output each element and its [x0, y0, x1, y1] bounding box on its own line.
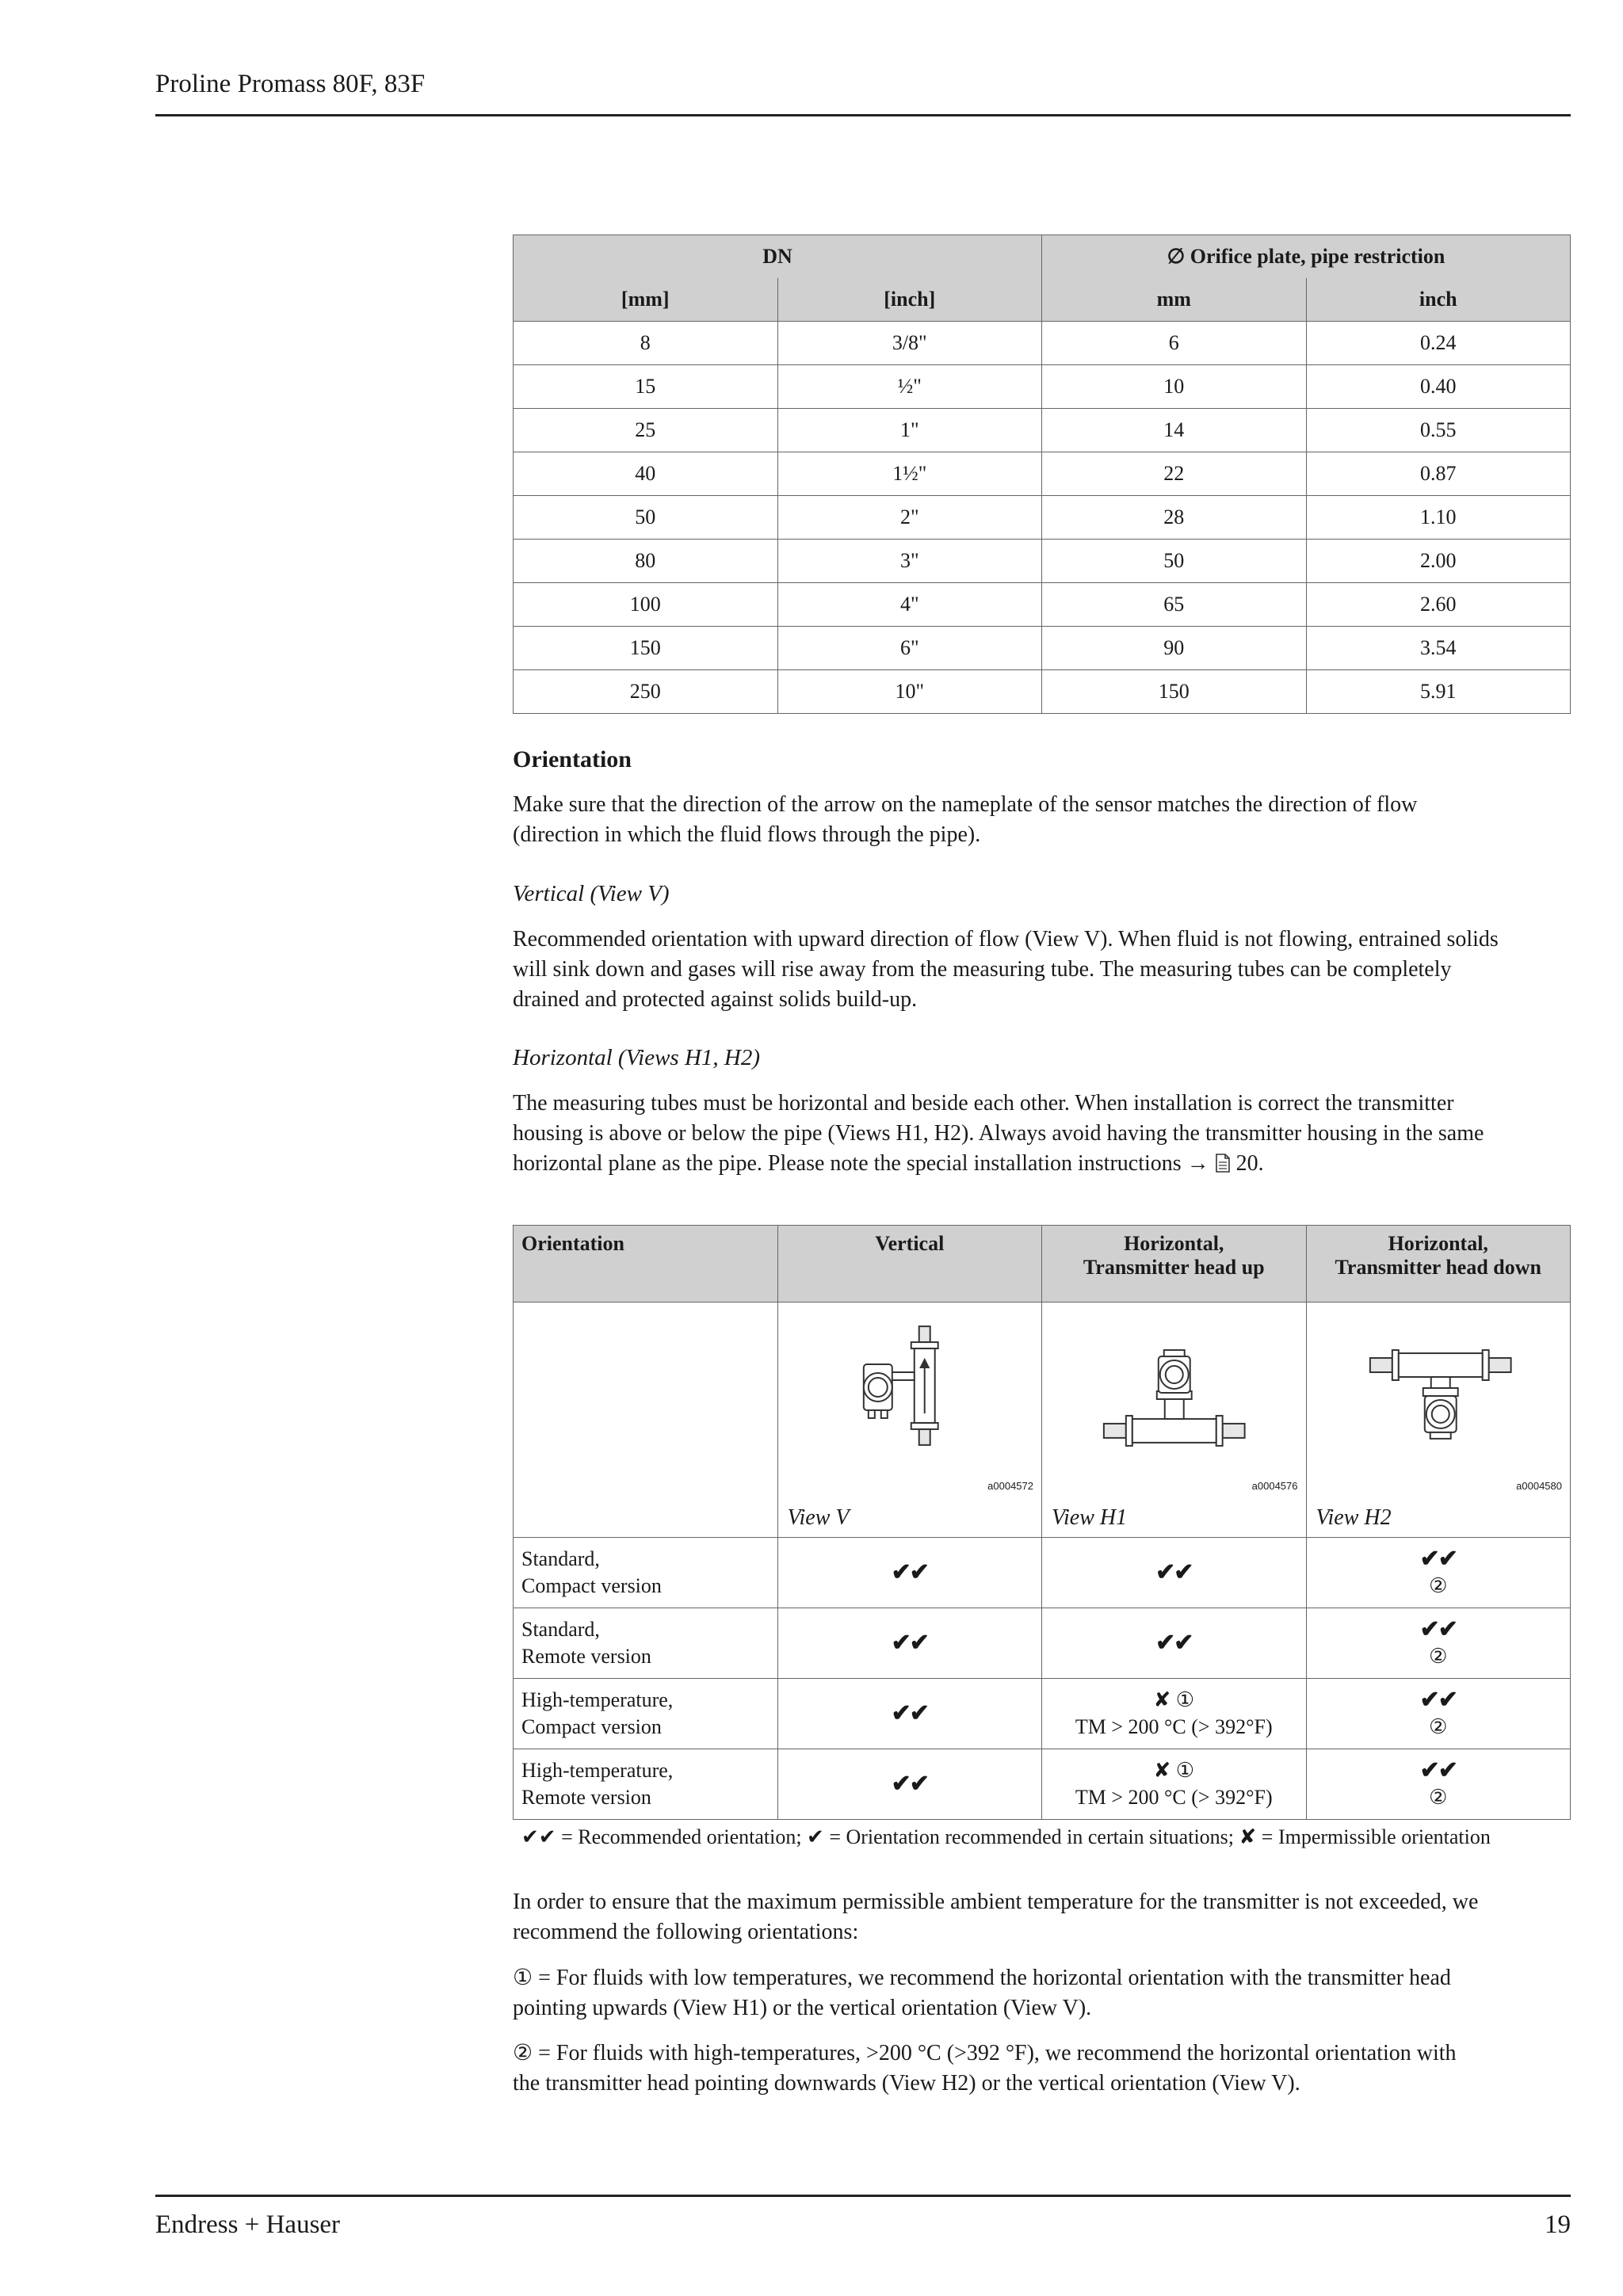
- table-row: [514, 409, 1571, 452]
- row-label: [514, 1749, 778, 1820]
- col-header-head-down: [1306, 1226, 1571, 1302]
- rating-mark: ✔✔: [891, 1700, 928, 1726]
- rating-mark: ✔✔: [1155, 1630, 1193, 1656]
- rating-note: ②: [1429, 1786, 1448, 1809]
- closing-paragraph-3: [513, 2039, 1571, 2099]
- view-label: View V: [787, 1505, 850, 1530]
- page-icon[interactable]: [1215, 1151, 1231, 1176]
- row-label: [514, 1679, 778, 1749]
- text-line: Recommended orientation with upward direction of flow (View V). When fluid is not flowing, entrained solids: [513, 927, 1499, 952]
- col-header-mm: [mm]: [514, 278, 778, 322]
- orifice-group-header: ∅ Orifice plate, pipe restriction: [1042, 235, 1571, 279]
- dn-orifice-table: [513, 235, 1571, 714]
- table-row: [514, 452, 1571, 496]
- table-row: [514, 322, 1571, 365]
- vertical-rating: [777, 1608, 1042, 1679]
- head-down-rating: [1306, 1749, 1571, 1820]
- rating-mark: ✔✔: [891, 1559, 928, 1585]
- rating-note: ②: [1429, 1715, 1448, 1738]
- table-cell: 4": [777, 583, 1042, 627]
- text-line: the transmitter head pointing downwards (View H2) or the vertical orientation (View V).: [513, 2071, 1300, 2096]
- table-row: [514, 540, 1571, 583]
- table-cell: 150: [1042, 670, 1307, 714]
- label-line: Compact version: [521, 1715, 662, 1738]
- text-line: The measuring tubes must be horizontal and beside each other. When installation is correct the transmitter: [513, 1091, 1454, 1116]
- table-cell: 250: [514, 670, 778, 714]
- rating-mark: ✔✔: [1419, 1616, 1457, 1642]
- col-header-inch: [inch]: [777, 278, 1042, 322]
- col-header-orifice-mm: mm: [1042, 278, 1307, 322]
- view-h2-cell: [1306, 1302, 1571, 1538]
- rating-mark: ✘ ①: [1153, 1688, 1195, 1711]
- vertical-rating: [777, 1538, 1042, 1608]
- table-cell: 0.40: [1306, 365, 1571, 409]
- page-number: 19: [1545, 2210, 1571, 2239]
- table-row: [514, 1538, 1571, 1608]
- table-cell: 90: [1042, 627, 1307, 670]
- table-cell: 28: [1042, 496, 1307, 540]
- orientation-table: [513, 1225, 1571, 1820]
- rating-mark: ✘ ①: [1153, 1759, 1195, 1782]
- col-header-orifice-inch: inch: [1306, 278, 1571, 322]
- col-header-orientation: Orientation: [514, 1226, 778, 1302]
- text-line: ① = For fluids with low temperatures, we recommend the horizontal orientation with the transmitter head: [513, 1966, 1451, 1990]
- rating-mark: ✔✔: [891, 1771, 928, 1797]
- text-line: In order to ensure that the maximum permissible ambient temperature for the transmitter is not exceeded, we: [513, 1890, 1479, 1914]
- table-cell: 50: [514, 496, 778, 540]
- label-line: Standard,: [521, 1547, 600, 1570]
- figure-code: a0004576: [1251, 1480, 1298, 1492]
- table-cell: 22: [1042, 452, 1307, 496]
- view-h1-drawing: [1042, 1302, 1306, 1469]
- running-header: Proline Promass 80F, 83F: [155, 70, 426, 98]
- dn-table-body: [514, 322, 1571, 714]
- table-cell: 80: [514, 540, 778, 583]
- rating-mark: ✔✔: [1419, 1757, 1457, 1783]
- head-up-rating: [1042, 1538, 1307, 1608]
- head-down-rating: [1306, 1679, 1571, 1749]
- orientation-table-body: [514, 1538, 1571, 1820]
- header-line: Transmitter head up: [1083, 1256, 1265, 1279]
- table-cell: 2": [777, 496, 1042, 540]
- view-label: View H1: [1052, 1505, 1128, 1530]
- table-cell: 2.60: [1306, 583, 1571, 627]
- label-line: High-temperature,: [521, 1688, 674, 1711]
- label-line: Compact version: [521, 1574, 662, 1597]
- table-cell: 50: [1042, 540, 1307, 583]
- table-cell: 1.10: [1306, 496, 1571, 540]
- table-cell: 10: [1042, 365, 1307, 409]
- table-cell: 0.55: [1306, 409, 1571, 452]
- vertical-rating: [777, 1749, 1042, 1820]
- table-cell: 0.87: [1306, 452, 1571, 496]
- label-line: Remote version: [521, 1645, 651, 1668]
- table-cell: 6: [1042, 322, 1307, 365]
- vertical-paragraph: [513, 925, 1571, 1015]
- table-cell: 14: [1042, 409, 1307, 452]
- view-v-cell: [777, 1302, 1042, 1538]
- label-line: High-temperature,: [521, 1759, 674, 1782]
- table-cell: 15: [514, 365, 778, 409]
- head-down-rating: [1306, 1538, 1571, 1608]
- orientation-legend: ✔✔ = Recommended orientation; ✔ = Orientation recommended in certain situations; ✘ = Impermissible orientation: [521, 1825, 1491, 1848]
- table-cell: ½": [777, 365, 1042, 409]
- text-line: recommend the following orientations:: [513, 1920, 859, 1944]
- table-cell: 3": [777, 540, 1042, 583]
- closing-paragraph-1: [513, 1887, 1571, 1947]
- table-cell: 65: [1042, 583, 1307, 627]
- vertical-rating: [777, 1679, 1042, 1749]
- text-line: drained and protected against solids build-up.: [513, 987, 918, 1012]
- text-line: pointing upwards (View H1) or the vertical orientation (View V).: [513, 1996, 1092, 2020]
- dn-table-wrap: [513, 235, 1571, 714]
- head-up-rating: [1042, 1608, 1307, 1679]
- rating-mark: ✔✔: [1419, 1687, 1457, 1713]
- label-line: Remote version: [521, 1786, 651, 1809]
- figure-code: a0004572: [987, 1480, 1033, 1492]
- table-cell: 10": [777, 670, 1042, 714]
- table-cell: 150: [514, 627, 778, 670]
- rating-mark: ✔✔: [891, 1630, 928, 1656]
- dn-group-header: DN: [514, 235, 1042, 279]
- vertical-heading: Vertical (View V): [513, 881, 670, 906]
- orientation-heading: Orientation: [513, 746, 632, 772]
- rating-mark: ✔✔: [1419, 1546, 1457, 1572]
- orientation-table-wrap: [513, 1225, 1571, 1820]
- rating-note: ②: [1429, 1645, 1448, 1668]
- row-label: [514, 1608, 778, 1679]
- rating-note: ②: [1429, 1574, 1448, 1597]
- page-ref[interactable]: 20.: [1235, 1151, 1264, 1176]
- header-line: Horizontal,: [1388, 1232, 1488, 1255]
- text-line: housing is above or below the pipe (Views H1, H2). Always avoid having the transmitter housing in the same: [513, 1121, 1484, 1146]
- table-cell: 6": [777, 627, 1042, 670]
- view-h1-cell: [1042, 1302, 1307, 1538]
- footer-company: Endress + Hauser: [155, 2210, 341, 2239]
- table-cell: 1": [777, 409, 1042, 452]
- rating-mark: ✔✔: [1155, 1559, 1193, 1585]
- table-row: [514, 627, 1571, 670]
- text-line: Make sure that the direction of the arrow on the nameplate of the sensor matches the direction of flow: [513, 792, 1418, 817]
- figure-code: a0004580: [1516, 1480, 1562, 1492]
- table-cell: 3/8": [777, 322, 1042, 365]
- table-cell: 40: [514, 452, 778, 496]
- text-line: [513, 1149, 1571, 1179]
- view-label: View H2: [1316, 1505, 1392, 1530]
- col-header-head-up: [1042, 1226, 1307, 1302]
- view-h2-drawing: [1307, 1302, 1571, 1469]
- text-segment: horizontal plane as the pipe. Please note the special installation instructions →: [513, 1151, 1215, 1176]
- rating-note: TM > 200 °C (> 392°F): [1075, 1715, 1273, 1738]
- table-cell: 25: [514, 409, 778, 452]
- text-line: ② = For fluids with high-temperatures, >200 °C (>392 °F), we recommend the horizontal orientation with: [513, 2041, 1457, 2065]
- table-cell: 3.54: [1306, 627, 1571, 670]
- table-cell: 2.00: [1306, 540, 1571, 583]
- row-label: [514, 1538, 778, 1608]
- rating-note: TM > 200 °C (> 392°F): [1075, 1786, 1273, 1809]
- text-line: (direction in which the fluid flows through the pipe).: [513, 822, 981, 847]
- empty-cell: [514, 1302, 778, 1538]
- orientation-intro: [513, 790, 1571, 850]
- header-line: Horizontal,: [1124, 1232, 1224, 1255]
- horizontal-heading: Horizontal (Views H1, H2): [513, 1045, 761, 1070]
- table-cell: 1½": [777, 452, 1042, 496]
- label-line: Standard,: [521, 1618, 600, 1641]
- text-line: will sink down and gases will rise away from the measuring tube. The measuring tubes can be completely: [513, 957, 1452, 982]
- head-down-rating: [1306, 1608, 1571, 1679]
- closing-paragraph-2: [513, 1963, 1571, 2023]
- table-row: [514, 1608, 1571, 1679]
- header-rule: [155, 114, 1571, 116]
- table-cell: 0.24: [1306, 322, 1571, 365]
- col-header-vertical: Vertical: [777, 1226, 1042, 1302]
- table-cell: 100: [514, 583, 778, 627]
- table-row: [514, 1749, 1571, 1820]
- table-cell: 5.91: [1306, 670, 1571, 714]
- table-row: [514, 496, 1571, 540]
- head-up-rating: [1042, 1679, 1307, 1749]
- table-row: [514, 1679, 1571, 1749]
- table-row: [514, 365, 1571, 409]
- table-row: [514, 583, 1571, 627]
- horizontal-paragraph: [513, 1089, 1571, 1179]
- table-row: [514, 670, 1571, 714]
- view-v-drawing: [778, 1302, 1042, 1469]
- head-up-rating: [1042, 1749, 1307, 1820]
- header-line: Transmitter head down: [1335, 1256, 1541, 1279]
- footer-rule: [155, 2195, 1571, 2197]
- table-cell: 8: [514, 322, 778, 365]
